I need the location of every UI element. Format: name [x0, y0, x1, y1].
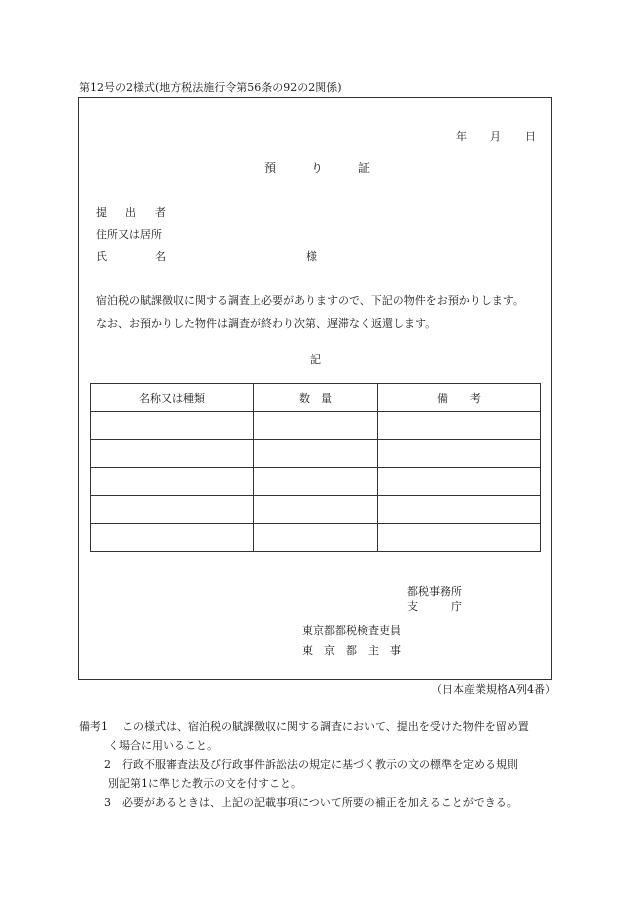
- remarks-item-2-number: 2: [104, 758, 111, 771]
- remarks-item-3-line-1: 必要があるときは、上記の記載事項について所要の補正を加えることができる。: [122, 796, 518, 809]
- table-row: [91, 412, 541, 440]
- issuer-branch-char-2: 庁: [451, 600, 462, 613]
- remarks-item-2-line-2: 別記第1に準じた教示の文を付すこと。: [108, 777, 302, 790]
- submitter-label-char-1: 提: [96, 206, 107, 219]
- body-text-line-1: 宿泊税の賦課徴収に関する調査上必要がありますので、下記の物件をお預かりします。: [96, 294, 524, 307]
- remarks-item-2-line-1: 行政不服審査法及び行政事件訴訟法の規定に基づく教示の文の標準を定める規則: [122, 758, 518, 771]
- submitter-label-char-2: 出: [125, 206, 136, 219]
- date-day: 日: [525, 130, 536, 143]
- table-cell: [91, 440, 254, 468]
- table-row: [91, 524, 541, 552]
- issuer-official: 東 京 都 主 事: [302, 644, 401, 657]
- column-header-quantity: 数 量: [254, 384, 378, 412]
- table-cell: [254, 412, 378, 440]
- remarks-item-1-line-1: この様式は、宿泊税の賦課徴収に関する調査において、提出を受けた物件を留め置: [122, 720, 529, 733]
- body-text-line-2: なお、お預かりした物件は調査が終わり次第、遅滞なく返還します。: [96, 317, 437, 330]
- table-cell: [91, 412, 254, 440]
- remarks-item-1-line-2: く場合に用いること。: [108, 739, 218, 752]
- table-cell: [378, 412, 541, 440]
- name-label-char-2: 名: [155, 250, 166, 263]
- heading-char-1: 預: [264, 161, 277, 175]
- table-cell: [91, 496, 254, 524]
- issuer-branch-char-1: 支: [407, 600, 418, 613]
- honorific: 様: [306, 250, 317, 263]
- jis-size-note: （日本産業規格A列4番）: [431, 683, 556, 696]
- ki-label: 記: [310, 353, 321, 366]
- name-label-char-1: 氏: [96, 250, 107, 263]
- submitter-label-char-3: 者: [155, 206, 166, 219]
- items-table: [90, 383, 541, 552]
- form-title: 第12号の2様式(地方税法施行令第56条の92の2関係): [79, 81, 342, 94]
- address-label: 住所又は居所: [96, 228, 162, 241]
- table-row: [91, 440, 541, 468]
- table-cell: [91, 524, 254, 552]
- remarks-label: 備考1: [79, 720, 108, 733]
- heading-char-3: 証: [358, 161, 371, 175]
- table-row: [91, 468, 541, 496]
- issuer-office: 都税事務所: [407, 585, 462, 598]
- table-row: [91, 496, 541, 524]
- table-header-row: [91, 384, 541, 412]
- table-cell: [378, 524, 541, 552]
- date-month: 月: [490, 130, 501, 143]
- table-cell: [378, 468, 541, 496]
- column-header-remarks: 備 考: [378, 384, 541, 412]
- column-header-name: 名称又は種類: [91, 384, 254, 412]
- table-cell: [254, 468, 378, 496]
- table-cell: [254, 440, 378, 468]
- table-cell: [254, 496, 378, 524]
- issuer-inspector: 東京都都税検査吏員: [302, 624, 401, 637]
- table-cell: [378, 496, 541, 524]
- table-cell: [378, 440, 541, 468]
- heading-char-2: り: [311, 161, 324, 175]
- date-year: 年: [456, 130, 467, 143]
- table-cell: [91, 468, 254, 496]
- table-cell: [254, 524, 378, 552]
- remarks-item-3-number: 3: [104, 796, 111, 809]
